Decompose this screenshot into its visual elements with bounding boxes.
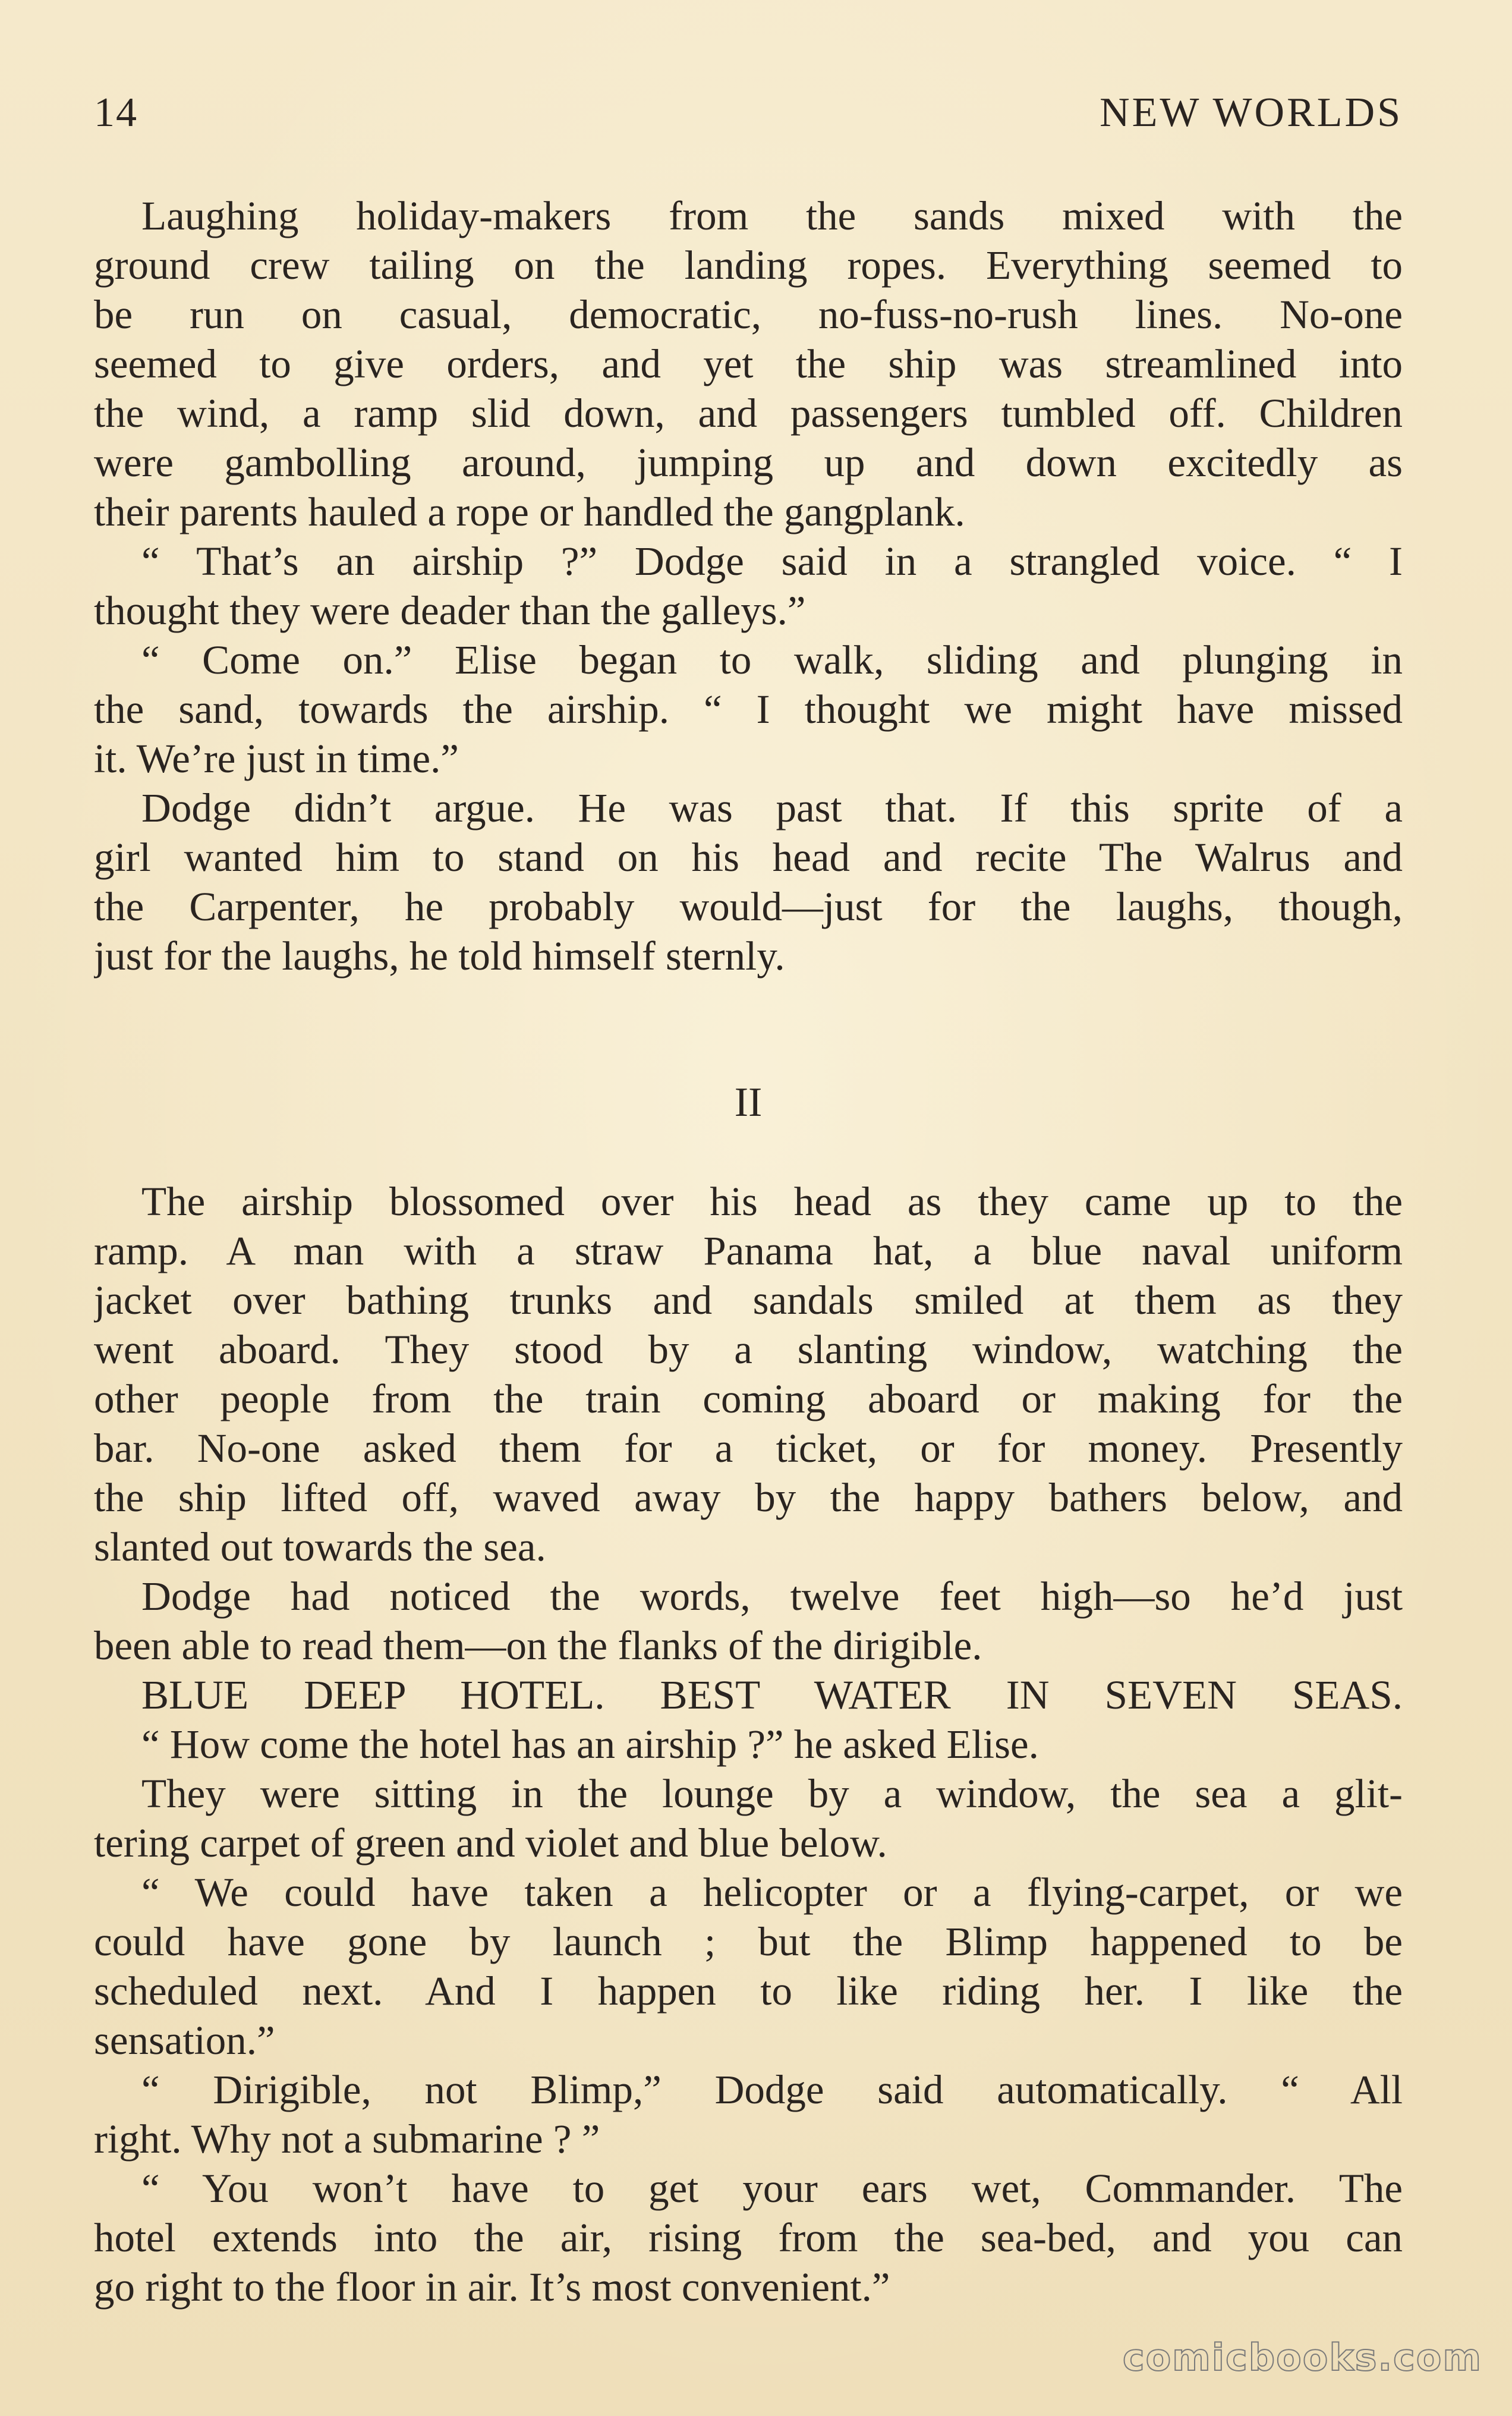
watermark: comicbooks.com bbox=[1122, 2336, 1482, 2379]
text-line: “ You won’t have to get your ears wet, Commander. The bbox=[141, 2166, 1403, 2211]
section-number: II bbox=[734, 1080, 763, 1125]
text-line: Dodge had noticed the words, twelve feet high—so he’d just bbox=[141, 1574, 1403, 1619]
text-line: Dodge didn’t argue. He was past that. If this sprite of a bbox=[141, 785, 1403, 831]
text-line: “ That’s an airship ?” Dodge said in a strangled voice. “ I bbox=[141, 539, 1403, 584]
text-line: ramp. A man with a straw Panama hat, a blue naval uniform bbox=[94, 1228, 1403, 1273]
text-line: girl wanted him to stand on his head and recite The Walrus and bbox=[94, 835, 1403, 880]
text-line: it. We’re just in time.” bbox=[94, 736, 459, 781]
section-2-text bbox=[94, 1177, 1403, 2312]
text-line: “ We could have taken a helicopter or a flying-carpet, or we bbox=[141, 1870, 1403, 1915]
text-line: “ How come the hotel has an airship ?” he asked Elise. bbox=[141, 1722, 1039, 1767]
running-head bbox=[94, 89, 1403, 149]
text-line: hotel extends into the air, rising from the sea-bed, and you can bbox=[94, 2215, 1403, 2260]
journal-title: NEW WORLDS bbox=[1100, 90, 1403, 136]
text-line: ground crew tailing on the landing ropes. Everything seemed to bbox=[94, 243, 1403, 288]
text-line: The airship blossomed over his head as they came up to the bbox=[141, 1179, 1403, 1224]
text-line: the ship lifted off, waved away by the happy bathers below, and bbox=[94, 1475, 1403, 1520]
text-line: seemed to give orders, and yet the ship was streamlined into bbox=[94, 341, 1403, 386]
text-line: their parents hauled a rope or handled the gangplank. bbox=[94, 489, 965, 534]
text-line: bar. No-one asked them for a ticket, or for money. Presently bbox=[94, 1426, 1403, 1471]
text-line: BLUE DEEP HOTEL. BEST WATER IN SEVEN SEAS. bbox=[141, 1672, 1403, 1717]
text-line: the Carpenter, he probably would—just for the laughs, though, bbox=[94, 884, 1403, 929]
text-line: just for the laughs, he told himself sternly. bbox=[94, 933, 785, 979]
text-line: Laughing holiday-makers from the sands mixed with the bbox=[141, 193, 1403, 238]
section-1-text bbox=[94, 191, 1403, 981]
text-line: the wind, a ramp slid down, and passengers tumbled off. Children bbox=[94, 391, 1403, 436]
text-line: been able to read them—on the flanks of the dirigible. bbox=[94, 1623, 982, 1668]
text-line: were gambolling around, jumping up and down excitedly as bbox=[94, 440, 1403, 485]
text-line: go right to the floor in air. It’s most convenient.” bbox=[94, 2264, 890, 2310]
text-line: scheduled next. And I happen to like riding her. I like the bbox=[94, 1968, 1403, 2014]
text-line: other people from the train coming aboard or making for the bbox=[94, 1376, 1403, 1421]
page-number: 14 bbox=[94, 90, 138, 136]
text-line: went aboard. They stood by a slanting window, watching the bbox=[94, 1327, 1403, 1372]
text-line: sensation.” bbox=[94, 2018, 275, 2063]
text-line: could have gone by launch ; but the Blimp happened to be bbox=[94, 1919, 1403, 1964]
text-line: slanted out towards the sea. bbox=[94, 1524, 546, 1569]
text-line: tering carpet of green and violet and blue below. bbox=[94, 1820, 887, 1866]
text-line: the sand, towards the airship. “ I thought we might have missed bbox=[94, 687, 1403, 732]
text-line: They were sitting in the lounge by a window, the sea a glit- bbox=[141, 1771, 1403, 1816]
text-line: “ Dirigible, not Blimp,” Dodge said automatically. “ All bbox=[141, 2067, 1403, 2112]
text-line: thought they were deader than the galleys.” bbox=[94, 588, 806, 633]
text-line: jacket over bathing trunks and sandals smiled at them as they bbox=[94, 1278, 1403, 1323]
text-line: right. Why not a submarine ? ” bbox=[94, 2116, 600, 2162]
text-line: be run on casual, democratic, no-fuss-no-rush lines. No-one bbox=[94, 292, 1403, 337]
text-line: “ Come on.” Elise began to walk, sliding and plunging in bbox=[141, 637, 1403, 682]
